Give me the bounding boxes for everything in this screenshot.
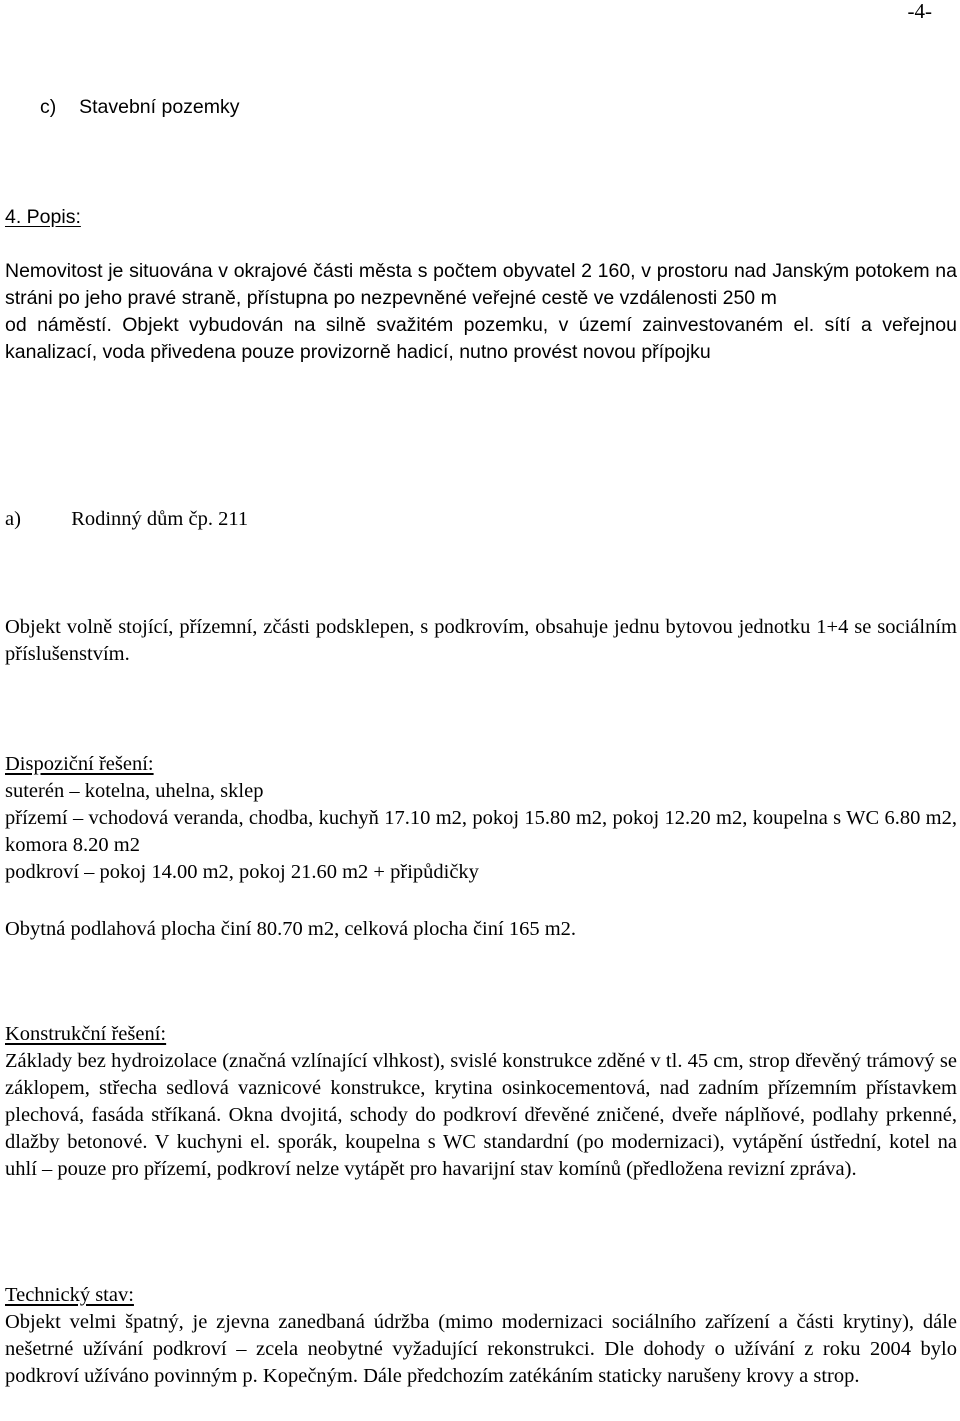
disposition-basement: suterén – kotelna, uhelna, sklep <box>5 780 264 802</box>
disposition-ground-floor: přízemí – vchodová veranda, chodba, kuchyň 17.10 m2, pokoj 15.80 m2, pokoj 12.20 m2, koupelna s WC 6.80 m2, komora 8.20 m2 <box>5 807 957 856</box>
technical-heading: Technický stav: <box>5 1284 134 1306</box>
section-c-marker: c) <box>40 96 57 118</box>
section-c-heading <box>40 94 240 121</box>
section-a-marker: a) <box>5 508 21 530</box>
section-4-heading: 4. Popis: <box>5 206 81 228</box>
section-a-title: Rodinný dům čp. 211 <box>71 508 249 530</box>
area-summary: Obytná podlahová plocha činí 80.70 m2, celková plocha činí 165 m2. <box>5 918 577 940</box>
description-part2: od náměstí. Objekt vybudován na silně svažitém pozemku, v území zainvestovaném el. sítí a veřejnou kanalizací, voda přivedena pouze provizorně hadicí, nutno provést novou přípojku <box>5 314 957 363</box>
construction-heading: Konstrukční řešení: <box>5 1023 167 1045</box>
section-c-title: Stavební pozemky <box>79 96 240 118</box>
object-description: Objekt volně stojící, přízemní, zčásti podsklepen, s podkrovím, obsahuje jednu bytovou jednotku 1+4 se sociálním příslušenstvím. <box>5 616 957 665</box>
description-paragraph <box>5 258 957 366</box>
disposition-list <box>5 778 957 886</box>
page-number: -4- <box>907 0 932 23</box>
disposition-attic: podkroví – pokoj 14.00 m2, pokoj 21.60 m2 + připůdičky <box>5 861 479 883</box>
description-part1: Nemovitost je situována v okrajové části města s počtem obyvatel 2 160, v prostoru nad Janským potokem na stráni po jeho pravé straně, přístupna po nezpevněné veřejné cestě ve vzdálenosti 250 m <box>5 260 957 309</box>
technical-text: Objekt velmi špatný, je zjevna zanedbaná údržba (mimo modernizaci sociálního zařízení a části krytiny), dále nešetrné užívání podkroví – zcela neobytné vyžadující rekonstrukci. Dle dohody o užívání z roku 2004 bylo podkroví užíváno povinným p. Kopečným. Dále předchozím zatékáním staticky narušeny krovy a strop. <box>5 1311 957 1387</box>
construction-text: Základy bez hydroizolace (značná vzlínající vlhkost), svislé konstrukce zděné v tl. 45 cm, strop dřevěný trámový se záklopem, střecha sedlová vaznicové konstrukce, krytina osinkocementová, nad zadním přízemním přístavkem plechová, fasáda stříkaná. Okna dvojitá, schody do podkroví dřevěné zničené, dveře náplňové, podlahy prkenné, dlažby betonové. V kuchyni el. sporák, koupelna s WC standardní (po modernizaci), vytápění ústřední, kotel na uhlí – pouze pro přízemí, podkroví nelze vytápět pro havarijní stav komínů (předložena revizní zpráva). <box>5 1050 957 1180</box>
disposition-heading: Dispoziční řešení: <box>5 753 154 775</box>
section-a-heading <box>5 506 248 533</box>
